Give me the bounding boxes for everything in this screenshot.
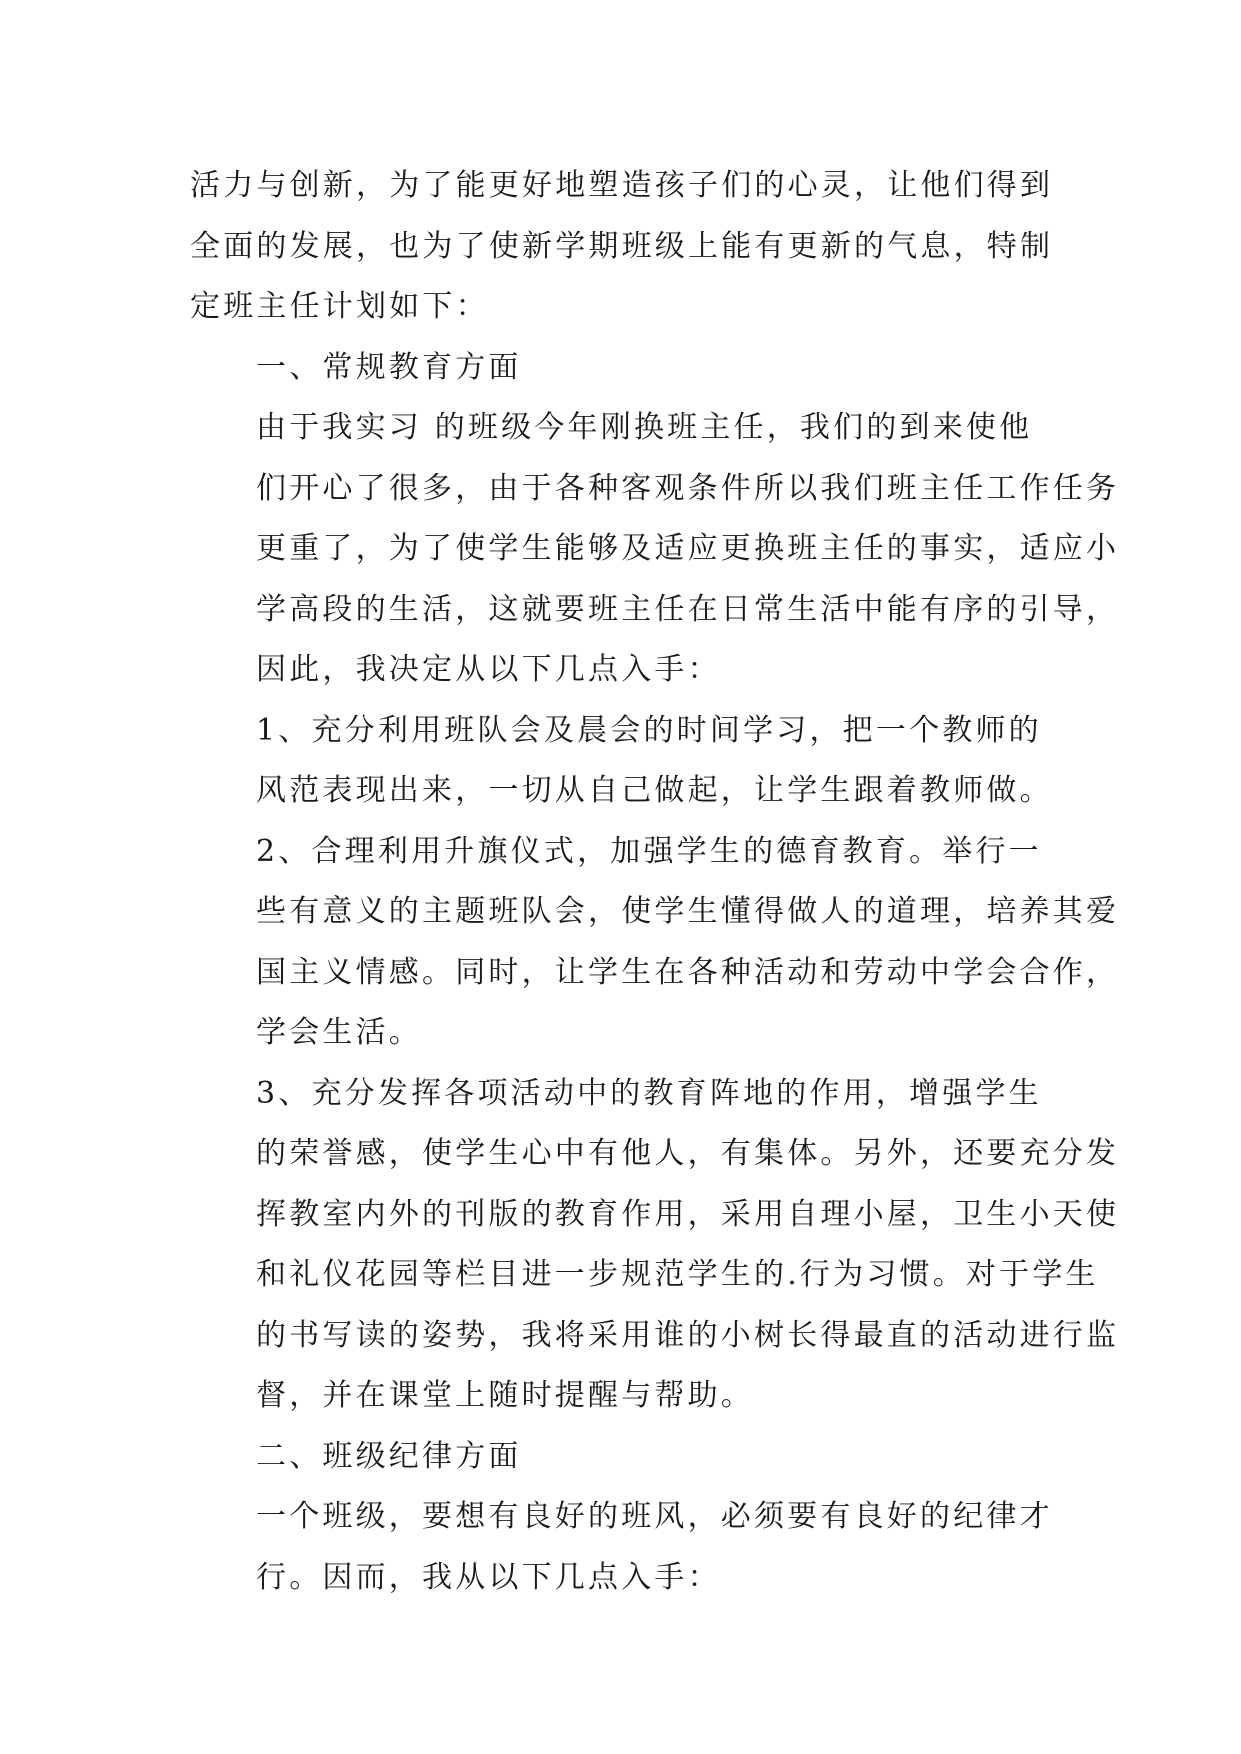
text-line: 学会生活。 (256, 1015, 422, 1050)
paragraph (190, 1427, 1052, 1488)
paragraph (190, 338, 1052, 399)
text-line: 行。因而，我从以下几点入手： (256, 1559, 721, 1595)
text-line: 挥教室内外的刊版的教育作用，采用自理小屋，卫生小天使 (256, 1196, 1120, 1232)
text-line: 3、充分发挥各项活动中的教育阵地的作用，增强学生 (256, 1075, 1042, 1111)
text-line: 全面的发展，也为了使新学期班级上能有更新的气息，特制 (190, 228, 1054, 264)
text-line: 的书写读的姿势，我将采用谁的小树长得最直的活动进行监 (256, 1317, 1120, 1353)
text-line: 学高段的生活，这就要班主任在日常生活中能有序的引导， (256, 591, 1120, 627)
text-line: 定班主任计划如下： (190, 289, 489, 324)
paragraph (190, 156, 1052, 338)
document-body (190, 156, 1120, 1608)
text-line: 一个班级，要想有良好的班风，必须要有良好的纪律才 (256, 1499, 1053, 1534)
text-line: 因此，我决定从以下几点入手： (256, 652, 721, 687)
text-line: 风范表现出来，一切从自己做起，让学生跟着教师做。 (256, 773, 1053, 808)
paragraph (190, 1487, 1052, 1608)
text-line: 们开心了很多，由于各种客观条件所以我们班主任工作任务 (256, 470, 1120, 506)
text-line: 活力与创新，为了能更好地塑造孩子们的心灵，让他们得到 (190, 168, 1054, 203)
text-line: 1、充分利用班队会及晨会的时间学习，把一个教师的 (256, 712, 1042, 748)
text-line: 2、合理利用升旗仪式，加强学生的德育教育。举行一 (256, 833, 1042, 869)
paragraph (190, 701, 1052, 822)
text-line: 的荣誉感，使学生心中有他人，有集体。另外，还要充分发 (256, 1136, 1120, 1171)
paragraph (190, 822, 1120, 1064)
paragraph (190, 398, 1120, 701)
text-line: 国主义情感。同时，让学生在各种活动和劳动中学会合作， (256, 954, 1120, 990)
text-line: 些有意义的主题班队会，使学生懂得做人的道理，培养其爱 (256, 894, 1120, 929)
text-line: 一、常规教育方面 (256, 349, 522, 385)
text-line: 由于我实习 的班级今年刚换班主任，我们的到来使他 (256, 410, 1033, 445)
text-line: 督，并在课堂上随时提醒与帮助。 (256, 1378, 754, 1413)
text-line: 和礼仪花园等栏目进一步规范学生的.行为习惯。对于学生 (256, 1257, 1099, 1292)
paragraph (190, 1064, 1120, 1427)
text-line: 更重了，为了使学生能够及适应更换班主任的事实，适应小 (256, 531, 1120, 566)
text-line: 二、班级纪律方面 (256, 1438, 522, 1474)
